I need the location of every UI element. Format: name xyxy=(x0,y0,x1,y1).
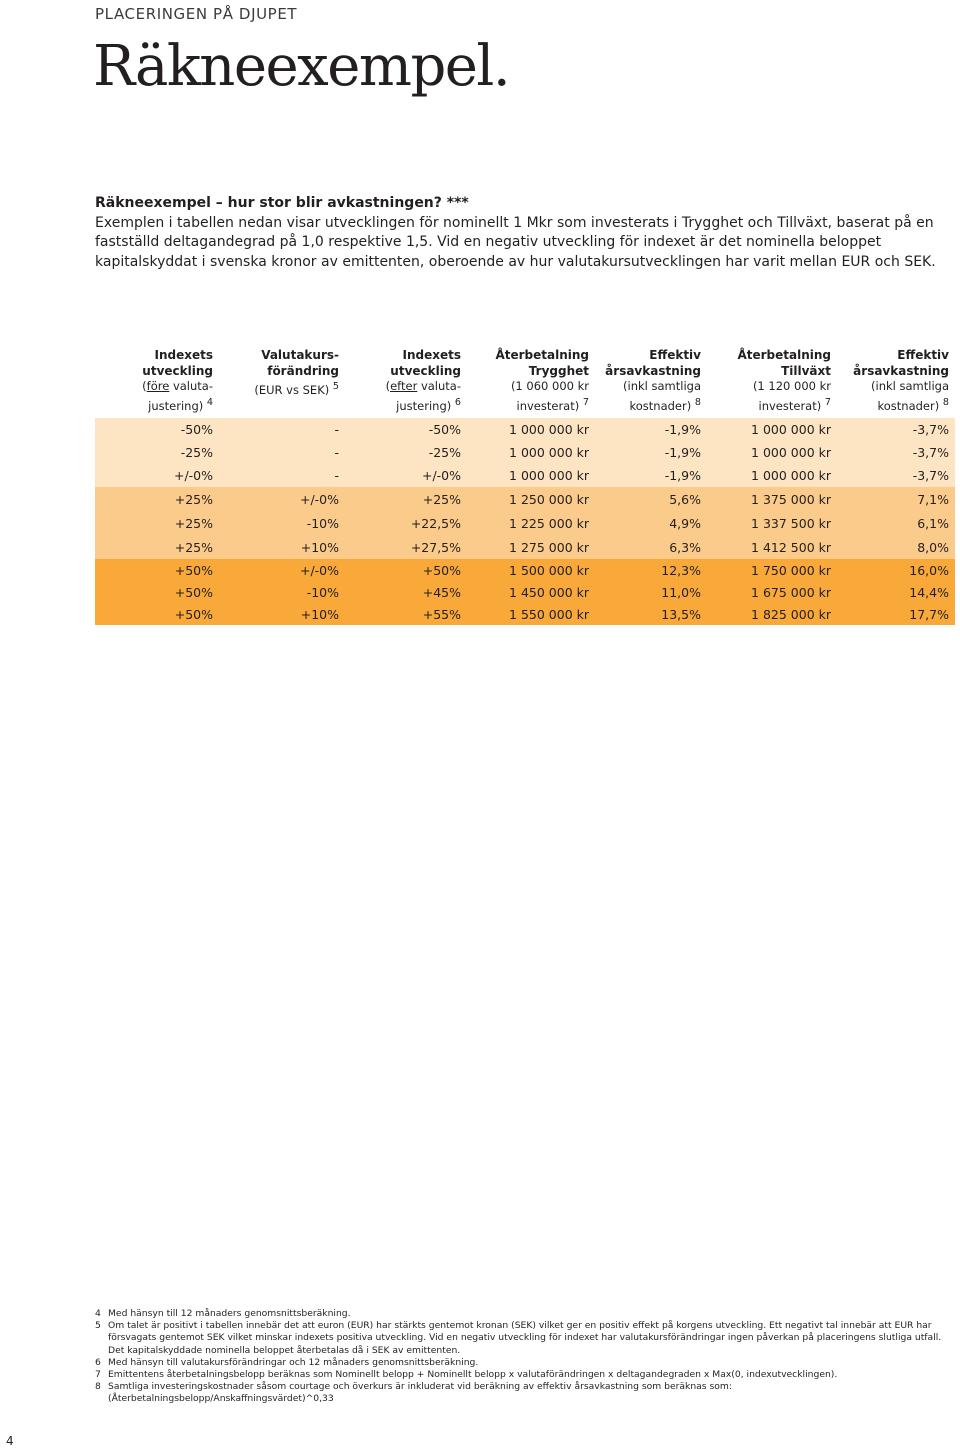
header-repayment-tillvaxt: Återbetalning Tillväxt (1 120 000 kr investerat) $^7$ xyxy=(737,348,831,413)
table-row xyxy=(95,581,955,603)
footnotes xyxy=(95,1308,955,1406)
table-cell: 13,5% xyxy=(595,603,707,625)
table-cell: 1 750 000 kr xyxy=(707,559,837,581)
table-cell: -1,9% xyxy=(595,418,707,441)
footnote-number: 7 xyxy=(95,1369,101,1381)
table-cell: -3,7% xyxy=(837,464,955,487)
table-cell: 1 000 000 kr xyxy=(467,418,595,441)
table-cell: +50% xyxy=(95,559,219,581)
table-cell: -25% xyxy=(95,441,219,464)
header-index-before: Indexets utveckling (före valuta- justering) $^4$ xyxy=(142,348,213,413)
table-cell: 1 000 000 kr xyxy=(707,441,837,464)
footnote xyxy=(95,1357,955,1369)
footnote xyxy=(95,1369,955,1381)
table-cell: +/-0% xyxy=(219,487,345,511)
table-cell: - xyxy=(219,418,345,441)
table-cell: -50% xyxy=(95,418,219,441)
table-cell: +/-0% xyxy=(345,464,467,487)
table-cell: -10% xyxy=(219,511,345,535)
table-cell: 1 250 000 kr xyxy=(467,487,595,511)
table-cell: 5,6% xyxy=(595,487,707,511)
table-cell: +50% xyxy=(95,581,219,603)
section-label: PLACERINGEN PÅ DJUPET xyxy=(95,5,298,23)
footnote-number: 8 xyxy=(95,1381,101,1393)
table-cell: - xyxy=(219,464,345,487)
table-cell: +55% xyxy=(345,603,467,625)
header-repayment-trygghet: Återbetalning Trygghet (1 060 000 kr investerat) $^7$ xyxy=(495,348,589,413)
intro-heading: Räkneexempel – hur stor blir avkastningen? *** xyxy=(95,195,469,211)
table-row xyxy=(95,511,955,535)
table-header-row xyxy=(95,348,955,418)
table-row xyxy=(95,559,955,581)
footnote-text: Samtliga investeringskostnader såsom courtage och överkurs är inkluderat vid beräkning av effektiv årsavkastning som beräknas som: (Återbetalningsbelopp/Anskaffningsvärdet)^0,33 xyxy=(108,1381,732,1405)
table-cell: +/-0% xyxy=(95,464,219,487)
footnote-text: Med hänsyn till valutakursförändringar och 12 månaders genomsnittsberäkning. xyxy=(108,1356,479,1368)
table-cell: 8,0% xyxy=(837,535,955,559)
table-cell: -3,7% xyxy=(837,441,955,464)
intro-paragraph xyxy=(95,194,959,272)
table-cell: - xyxy=(219,441,345,464)
footnote-text: Med hänsyn till 12 månaders genomsnittsberäkning. xyxy=(108,1308,351,1319)
header-return-tillvaxt: Effektiv årsavkastning (inkl samtliga kostnader) $^8$ xyxy=(853,348,949,413)
footnote-number: 5 xyxy=(95,1320,101,1332)
table-cell: 17,7% xyxy=(837,603,955,625)
table-cell: +25% xyxy=(345,487,467,511)
table-cell: 1 000 000 kr xyxy=(467,441,595,464)
table-cell: 11,0% xyxy=(595,581,707,603)
table-cell: 12,3% xyxy=(595,559,707,581)
table-cell: +25% xyxy=(95,511,219,535)
intro-body: Exemplen i tabellen nedan visar utvecklingen för nominellt 1 Mkr som investerats i Trygghet och Tillväxt, baserat på en fastställd deltagandegrad på 1,0 respektive 1,5. Vid en negativ utveckling för indexet är det nominella beloppet kapitalskyddat i svenska kronor av emittenten, oberoende av hur valutakursutvecklingen har varit mellan EUR och SEK. xyxy=(95,214,936,270)
table-cell: +10% xyxy=(219,535,345,559)
table-cell: 6,1% xyxy=(837,511,955,535)
table-cell: 1 225 000 kr xyxy=(467,511,595,535)
table-cell: +50% xyxy=(95,603,219,625)
table-cell: +45% xyxy=(345,581,467,603)
table-cell: 1 375 000 kr xyxy=(707,487,837,511)
table-cell: -1,9% xyxy=(595,464,707,487)
footnote xyxy=(95,1308,955,1320)
table-cell: 1 000 000 kr xyxy=(707,418,837,441)
table-cell: 1 825 000 kr xyxy=(707,603,837,625)
footnote-number: 4 xyxy=(95,1308,101,1319)
table-row xyxy=(95,535,955,559)
table-cell: +27,5% xyxy=(345,535,467,559)
table-cell: 14,4% xyxy=(837,581,955,603)
table-cell: -1,9% xyxy=(595,441,707,464)
footnote-text: Emittentens återbetalningsbelopp beräknas som Nominellt belopp + Nominellt belopp x valutaförändringen x deltagandegraden x Max(0, indexutvecklingen). xyxy=(108,1369,838,1381)
table-cell: +25% xyxy=(95,535,219,559)
header-index-after: Indexets utveckling (efter valuta- justering) $^6$ xyxy=(385,348,461,413)
table-row xyxy=(95,487,955,511)
footnote-text: Om talet är positivt i tabellen innebär det att euron (EUR) har stärkts gentemot kronan (SEK) vilket ger en positiv effekt på korgens utveckling. Ett negativt tal innebär att EUR har försvagats gentemot SEK vilket minskar indexets positiva utveckling. Vid en negativ utveckling för indexet har valutakursförändringar ingen påverkan på placeringens slutliga utfall. Det kapitalskyddade nominella beloppet återbetalas då i SEK av emittenten. xyxy=(108,1320,942,1356)
example-table xyxy=(95,348,955,625)
table-cell: 1 275 000 kr xyxy=(467,535,595,559)
page-number: 4 xyxy=(6,1434,14,1448)
footnote xyxy=(95,1381,955,1405)
table-row xyxy=(95,441,955,464)
table-cell: 1 000 000 kr xyxy=(467,464,595,487)
table-cell: +22,5% xyxy=(345,511,467,535)
table-row xyxy=(95,603,955,625)
table-cell: 16,0% xyxy=(837,559,955,581)
table-cell: 1 550 000 kr xyxy=(467,603,595,625)
table-row xyxy=(95,418,955,441)
table-cell: 7,1% xyxy=(837,487,955,511)
footnote xyxy=(95,1320,955,1357)
table-cell: -25% xyxy=(345,441,467,464)
header-currency-change: Valutakurs- förändring (EUR vs SEK) $^5$ xyxy=(254,348,339,397)
table-cell: -50% xyxy=(345,418,467,441)
table-cell: 1 500 000 kr xyxy=(467,559,595,581)
table-cell: -3,7% xyxy=(837,418,955,441)
table-cell: -10% xyxy=(219,581,345,603)
footnote-number: 6 xyxy=(95,1356,101,1368)
header-return-trygghet: Effektiv årsavkastning (inkl samtliga kostnader) $^8$ xyxy=(605,348,701,413)
table-cell: 6,3% xyxy=(595,535,707,559)
table-cell: 1 000 000 kr xyxy=(707,464,837,487)
table-cell: +50% xyxy=(345,559,467,581)
table-cell: 1 675 000 kr xyxy=(707,581,837,603)
page-title: Räkneexempel. xyxy=(93,34,510,99)
table-cell: +/-0% xyxy=(219,559,345,581)
table-cell: 4,9% xyxy=(595,511,707,535)
table-row xyxy=(95,464,955,487)
table-cell: 1 450 000 kr xyxy=(467,581,595,603)
table-cell: +10% xyxy=(219,603,345,625)
table-cell: 1 412 500 kr xyxy=(707,535,837,559)
table-cell: 1 337 500 kr xyxy=(707,511,837,535)
table-cell: +25% xyxy=(95,487,219,511)
